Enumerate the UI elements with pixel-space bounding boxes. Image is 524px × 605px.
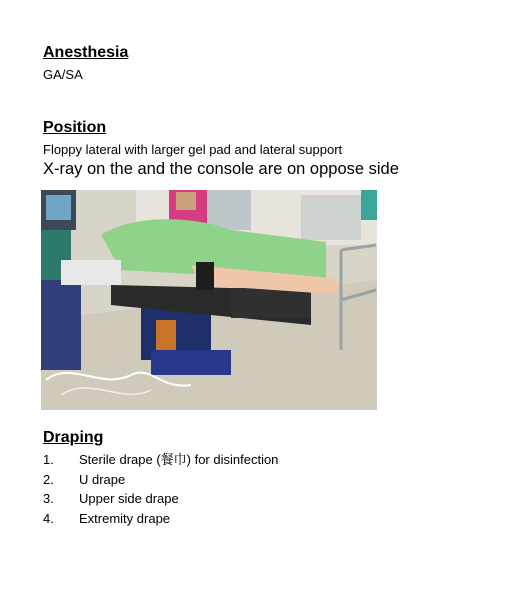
list-item (43, 509, 278, 529)
list-item-number: 2. (43, 471, 54, 487)
draping-heading: Draping (43, 429, 104, 446)
anesthesia-value: GA/SA (43, 67, 83, 82)
position-description: Floppy lateral with larger gel pad and lateral support (43, 142, 343, 157)
list-item-number: 4. (43, 510, 54, 526)
list-item-number: 1. (43, 452, 54, 467)
list-item-text: Sterile drape (餐巾) for disinfection (79, 452, 279, 467)
list-item (43, 489, 278, 509)
draping-list (43, 450, 278, 528)
position-xray-note: X-ray on the and the console are on oppose side (43, 160, 399, 178)
list-item-text: Extremity drape (79, 510, 171, 526)
operating-room-photo (41, 190, 377, 410)
anesthesia-heading: Anesthesia (43, 44, 129, 61)
list-item-text: Upper side drape (79, 491, 179, 506)
position-heading: Position (43, 119, 107, 136)
list-item-number: 3. (43, 491, 54, 506)
patient-positioning-illustration (41, 190, 377, 410)
list-item-text: U drape (79, 471, 126, 487)
list-item (43, 470, 278, 490)
list-item (43, 450, 278, 470)
